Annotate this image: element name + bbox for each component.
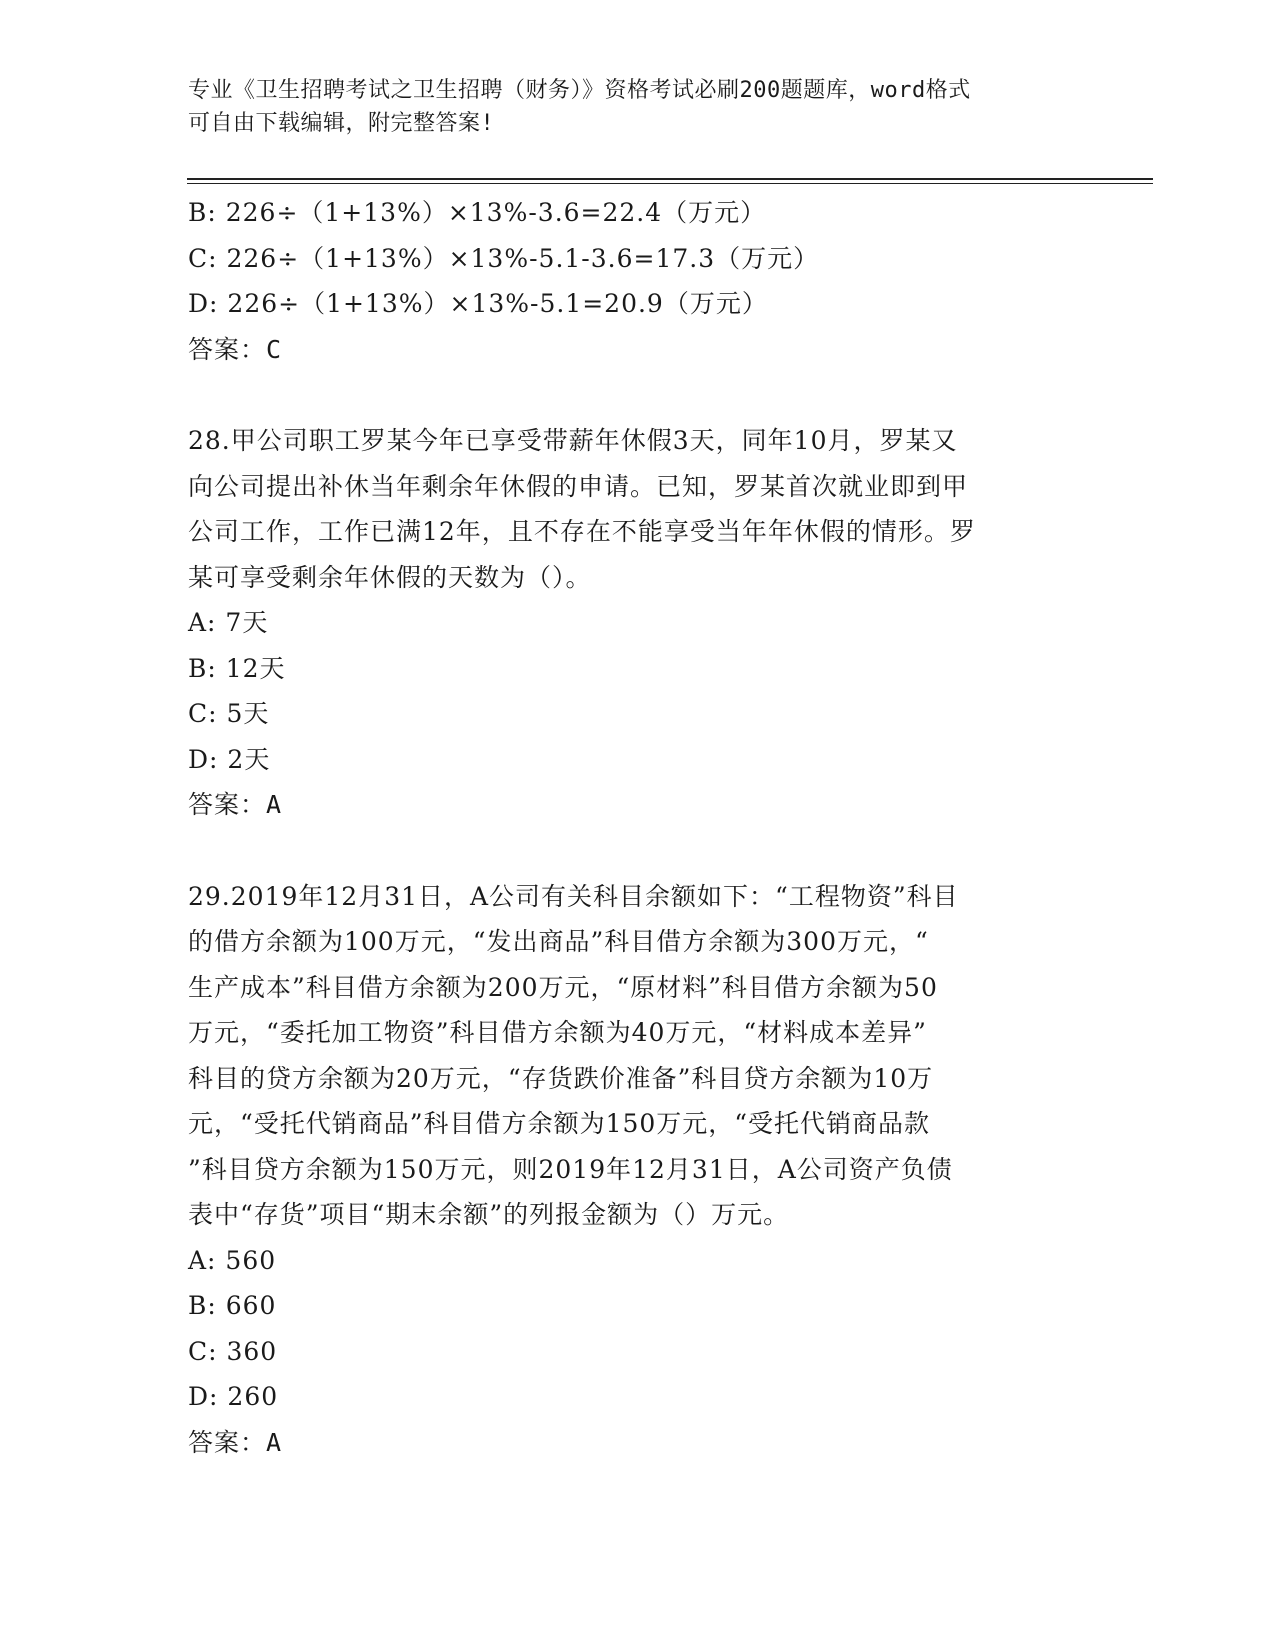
question-stem — [188, 874, 1068, 1238]
question-stem-line: 表中“存货”项目“期末余额”的列报金额为（）万元。 — [188, 1200, 790, 1229]
option-d: D: 2天 — [188, 744, 271, 774]
header-line-2: 可自由下载编辑，附完整答案! — [188, 111, 495, 136]
question-stem-line: 生产成本”科目借方余额为200万元，“原材料”科目借方余额为50 — [188, 972, 938, 1002]
option-d: D: 226÷（1+13%）×13%-5.1=20.9（万元） — [188, 289, 768, 318]
header-divider-thin — [187, 183, 1153, 184]
answer-line: 答案：C — [188, 334, 283, 364]
question-27-tail — [188, 190, 1088, 372]
question-28 — [188, 418, 1088, 828]
question-29 — [188, 874, 1088, 1466]
option-b: B: 226÷（1+13%）×13%-3.6=22.4（万元） — [188, 198, 767, 227]
option-c: C: 360 — [188, 1336, 278, 1366]
document-body — [188, 190, 1088, 1465]
option-b: B: 12天 — [188, 653, 286, 683]
answer-line: 答案：A — [188, 1427, 283, 1457]
question-stem-line: 向公司提出补休当年剩余年休假的申请。已知，罗某首次就业即到甲 — [188, 471, 969, 501]
option-a: A: 560 — [188, 1245, 277, 1275]
question-stem-line: 29.2019年12月31日，A公司有关科目余额如下：“工程物资”科目 — [188, 881, 959, 911]
document-header — [188, 74, 1068, 140]
option-a: A: 7天 — [188, 608, 269, 637]
answer-line: 答案：A — [188, 790, 283, 819]
question-stem-line: 某可享受剩余年休假的天数为（）。 — [188, 562, 592, 592]
header-line-1: 专业《卫生招聘考试之卫生招聘（财务）》资格考试必刷200题题库，word格式 — [188, 78, 971, 103]
question-stem-line: 科目的贷方余额为20万元，“存货跌价准备”科目贷方余额为10万 — [188, 1063, 934, 1093]
option-d: D: 260 — [188, 1382, 279, 1411]
question-stem — [188, 418, 1068, 600]
question-stem-line: 元，“受托代销商品”科目借方余额为150万元，“受托代销商品款 — [188, 1109, 931, 1138]
option-c: C: 226÷（1+13%）×13%-5.1-3.6=17.3（万元） — [188, 243, 820, 273]
question-stem-line: 28.甲公司职工罗某今年已享受带薪年休假3天，同年10月，罗某又 — [188, 426, 958, 455]
header-divider-thick — [187, 178, 1153, 180]
option-b: B: 660 — [188, 1291, 277, 1320]
question-stem-line: ”科目贷方余额为150万元，则2019年12月31日，A公司资产负债 — [188, 1154, 953, 1184]
question-stem-line: 万元，“委托加工物资”科目借方余额为40万元，“材料成本差异” — [188, 1018, 927, 1047]
option-c: C: 5天 — [188, 699, 270, 728]
question-stem-line: 的借方余额为100万元，“发出商品”科目借方余额为300万元，“ — [188, 927, 929, 956]
question-stem-line: 公司工作，工作已满12年，且不存在不能享受当年年休假的情形。罗 — [188, 517, 976, 546]
